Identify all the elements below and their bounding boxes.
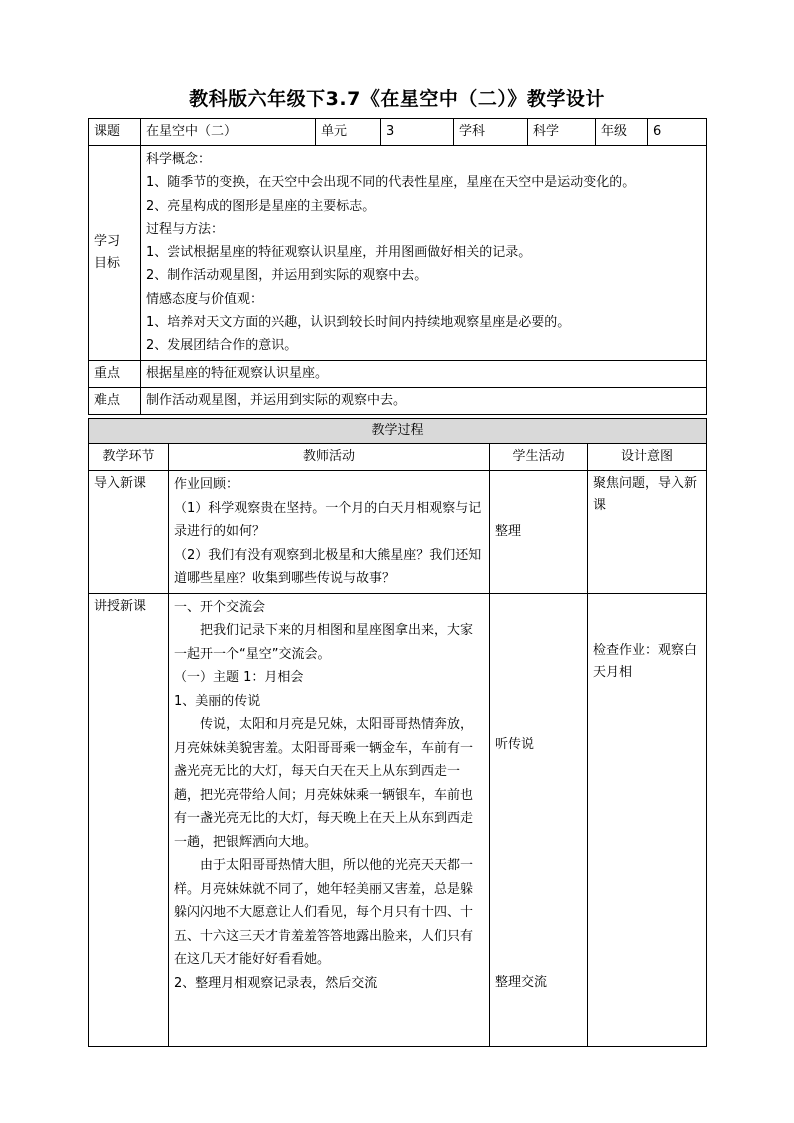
objectives-label: [89, 146, 141, 361]
subject-label: 学科: [454, 119, 528, 146]
key-point-row: [89, 360, 707, 387]
objective-line: 科学概念：: [146, 152, 212, 167]
intro-stage: 导入新课: [89, 471, 169, 594]
student-activity-listen: 听传说: [495, 736, 535, 752]
intro-row: [89, 471, 707, 594]
objective-line: 情感态度与价值观：: [146, 291, 264, 307]
header-student: 学生活动: [490, 444, 588, 471]
lesson-value: 在星空中（二）: [141, 119, 316, 146]
objective-line: 2、制作活动观星图，并运用到实际的观察中去。: [146, 268, 428, 284]
difficulty-value: 制作活动观星图，并运用到实际的观察中去。: [141, 387, 707, 414]
lesson-label: 课题: [89, 119, 141, 146]
teacher-line: 1、美丽的传说: [174, 693, 261, 709]
intro-intent: 聚焦问题，导入新课: [588, 471, 707, 594]
intro-student: 整理: [490, 471, 588, 594]
objective-line: 1、尝试根据星座的特征观察认识星座，并用图画做好相关的记录。: [146, 245, 532, 261]
teacher-line: 由于太阳哥哥热情大胆，所以他的光亮天天都一样。月亮妹妹就不同了，她年轻美丽又害羞，总是躲躲闪闪地不大愿意让人们看见，每个月只有十四、十五、十六这三天才肯羞羞答答地露出脸来，人们只有在这几天才能好好看看她。: [174, 858, 474, 967]
objective-line: 过程与方法：: [146, 221, 225, 237]
teacher-line: （一）主题 1：月相会: [174, 670, 304, 685]
objectives-row: [89, 146, 707, 361]
objectives-label-line2: 目标: [94, 255, 121, 271]
grade-value: 6: [648, 119, 707, 146]
teacher-line: 2、整理月相观察记录表，然后交流: [174, 975, 378, 991]
teacher-line: 作业回顾：: [174, 477, 240, 492]
teacher-line: 把我们记录下来的月相图和星座图拿出来，大家一起开一个“星空”交流会。: [174, 623, 474, 662]
process-title-row: [89, 419, 707, 444]
teacher-line: （1）科学观察贵在坚持。一个月的白天月相观察与记录进行的如何？: [174, 500, 482, 539]
info-row: [89, 119, 707, 146]
intro-teacher: [169, 471, 490, 594]
teacher-line: （2）我们有没有观察到北极星和大熊星座？我们还知道哪些星座？收集到哪些传说与故事？: [174, 547, 482, 586]
objective-line: 1、培养对天文方面的兴趣，认识到较长时间内持续地观察星座是必要的。: [146, 315, 571, 331]
intent-text: 检查作业：观察白天月相: [593, 642, 698, 680]
process-header-row: [89, 444, 707, 471]
unit-label: 单元: [316, 119, 381, 146]
new-lesson-intent: [588, 593, 707, 1046]
teacher-line: 传说，太阳和月亮是兄妹，太阳哥哥热情奔放，月亮妹妹美貌害羞。太阳哥哥乘一辆金车，车前有一盏光亮无比的大灯，每天白天在天上从东到西走一趟，把光亮带给人间；月亮妹妹乘一辆银车，车前也有一盏光亮无比的大灯，每天晚上在天上从东到西走一趟，把银辉洒向大地。: [174, 717, 474, 850]
new-lesson-row: [89, 593, 707, 1046]
objectives-content: [141, 146, 707, 361]
objective-line: 1、随季节的变换，在天空中会出现不同的代表性星座，星座在天空中是运动变化的。: [146, 175, 636, 191]
header-teacher: 教师活动: [169, 444, 490, 471]
header-intent: 设计意图: [588, 444, 707, 471]
grade-label: 年级: [596, 119, 648, 146]
new-lesson-teacher: [169, 593, 490, 1046]
difficulty-row: [89, 387, 707, 414]
student-activity-organize: 整理交流: [495, 974, 548, 990]
header-stage: 教学环节: [89, 444, 169, 471]
process-title: 教学过程: [89, 419, 707, 444]
key-point-value: 根据星座的特征观察认识星座。: [141, 360, 707, 387]
objectives-label-line1: 学习: [94, 233, 121, 249]
lesson-info-table: [88, 118, 707, 415]
objective-line: 2、发展团结合作的意识。: [146, 338, 298, 354]
objective-line: 2、亮星构成的图形是星座的主要标志。: [146, 198, 376, 214]
unit-value: 3: [381, 119, 454, 146]
new-lesson-stage: 讲授新课: [89, 593, 169, 1046]
difficulty-label: 难点: [89, 387, 141, 414]
teacher-line: 一、开个交流会: [174, 599, 266, 615]
page-title: 教科版六年级下3.7《在星空中（二）》教学设计: [189, 88, 605, 110]
key-point-label: 重点: [89, 360, 141, 387]
subject-value: 科学: [528, 119, 596, 146]
new-lesson-student: [490, 593, 588, 1046]
process-table: [88, 418, 707, 1047]
